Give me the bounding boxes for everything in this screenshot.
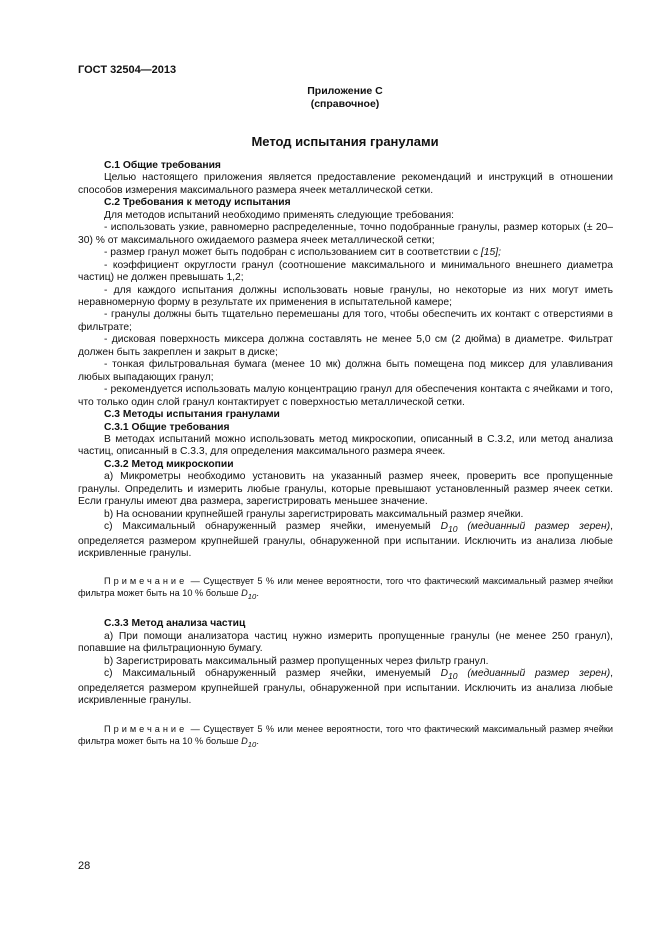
note-paragraph: Примечание — Существует 5 % или менее вероятности, того что фактический максимальный размер ячейки фильтра может быть на 10 % больше $D_{10}$. <box>78 575 614 601</box>
standard-number: ГОСТ 32504—2013 <box>78 64 177 76</box>
section-c33-item-a: а) При помощи анализатора частиц нужно измерить пропущенные гранулы (не менее 250 гранул), попавшие на фильтрационную бумагу. <box>78 630 613 655</box>
section-c33-item-b: b) Зарегистрировать максимальный размер пропущенных через фильтр гранул. <box>104 655 489 667</box>
annex-heading <box>78 85 612 111</box>
note-label: Примечание <box>104 723 188 734</box>
section-c32-item-c: с) Максимальный обнаруженный размер ячейки, именуемый $D_{10}$ (медианный размер зерен), определяется размером крупнейшей гранулы, обнаруженной при испытании. Исключить из анализа любые искривленные гранулы. <box>78 521 613 560</box>
reference-tail: ; <box>498 247 501 259</box>
annex-type: (справочное) <box>310 98 380 110</box>
section-c31-paragraph: В методах испытаний можно использовать метод микроскопии, описанный в С.3.2, или метод анализа частиц, описанный в С.3.3, для определения максимального размера ячеек. <box>78 433 613 458</box>
d10-subscript: 10 <box>448 671 458 682</box>
d10-symbol: D <box>241 735 248 746</box>
d10-symbol: D <box>241 587 248 598</box>
section-c32-item-a: а) Микрометры необходимо установить на указанный размер ячеек, проверить все пропущенные гранулы. Определить и измерить любые гранулы, которые превышают установленный размер ячеек сетки. Если гранулы имеют два размера, зарегистрировать меньшее значение. <box>78 471 613 508</box>
d10-subscript: 10 <box>247 591 257 601</box>
median-size-label: (медианный размер зерен) <box>467 668 611 680</box>
section-c3-heading: С.3 Методы испытания гранулами <box>104 409 280 421</box>
section-c1-heading: С.1 Общие требования <box>104 160 221 171</box>
requirement-item: - коэффициент округлости гранул (соотношение максимального и минимального внешнего диаметра частиц) не должен превышать 1,2; <box>78 259 613 284</box>
document-body <box>78 160 613 750</box>
annex-title: Приложение С <box>307 85 383 97</box>
note-text: Существует 5 % или менее вероятности, того что фактический максимальный размер ячейки фильтра может быть на 10 % больше <box>78 575 614 598</box>
requirement-item <box>78 247 613 259</box>
section-c32-heading: С.3.2 Метод микроскопии <box>104 458 234 470</box>
note-text: Существует 5 % или менее вероятности, того что фактический максимальный размер ячейки фильтра может быть на 10 % больше <box>78 723 614 746</box>
note-dash: — <box>187 575 204 586</box>
requirement-item: - гранулы должны быть тщательно перемешаны для того, чтобы обеспечить их контакт с отверстиями в фильтрате; <box>78 309 613 333</box>
d10-symbol: D <box>440 668 449 680</box>
note-dash: — <box>187 723 204 734</box>
section-c31-heading: С.3.1 Общие требования <box>104 421 230 433</box>
requirement-item: - тонкая фильтровальная бумага (менее 10 мк) должна быть помещена под миксер для улавливания любых выпадающих гранул; <box>78 359 613 383</box>
d10-symbol: D <box>440 521 449 533</box>
requirement-item: - рекомендуется использовать малую концентрацию гранул для обеспечения контакта с ячейками и того, что только один слой гранул контактирует с поверхностью металлической сетки. <box>78 384 613 408</box>
page-number: 28 <box>78 860 91 872</box>
note-label: Примечание <box>104 575 188 586</box>
section-c2-intro: Для методов испытаний необходимо применять следующие требования: <box>104 209 455 221</box>
section-c1-paragraph: Целью настоящего приложения является предоставление рекомендаций и инструкций в отношении способов измерения максимального размера ячеек металлической сетки. <box>78 172 613 196</box>
section-c33-heading: С.3.3 Метод анализа частиц <box>104 618 246 630</box>
requirement-item: - для каждого испытания должны использовать новые гранулы, но некоторые из них могут иметь неравномерную форму в результате их применения в испытательной камере; <box>78 284 613 308</box>
section-c2-heading: С.2 Требования к методу испытания <box>104 197 291 209</box>
requirement-item: - дисковая поверхность миксера должна составлять не менее 5,0 см (2 дюйма) в диаметре. Фильтрат должен быть закреплен и закрыт в диске; <box>78 334 613 358</box>
requirement-text: - размер гранул может быть подобран с использованием сит в соответствии с <box>104 247 478 259</box>
document-title: Метод испытания гранулами <box>251 134 439 149</box>
median-size-label: (медианный размер зерен) <box>467 521 611 533</box>
section-c32-item-b: b) На основании крупнейшей гранулы зарегистрировать максимальный размер ячейки. <box>104 508 524 520</box>
d10-subscript: 10 <box>247 739 257 749</box>
requirement-item: - использовать узкие, равномерно распределенные, точно подобранные гранулы, размер которых (± 20–30) % от максимального ожидаемого размера ячеек металлической сетки; <box>78 222 613 246</box>
note-paragraph: Примечание — Существует 5 % или менее вероятности, того что фактический максимальный размер ячейки фильтра может быть на 10 % больше $D_{10}$. <box>78 723 614 749</box>
reference-link: [15] <box>480 247 499 259</box>
section-c33-item-c: с) Максимальный обнаруженный размер ячейки, именуемый $D_{10}$ (медианный размер зерен), определяется размером крупнейшей гранулы, обнаруженной при испытании. Исключить из анализа любые искривленные гранулы. <box>78 668 613 707</box>
d10-subscript: 10 <box>448 524 458 535</box>
